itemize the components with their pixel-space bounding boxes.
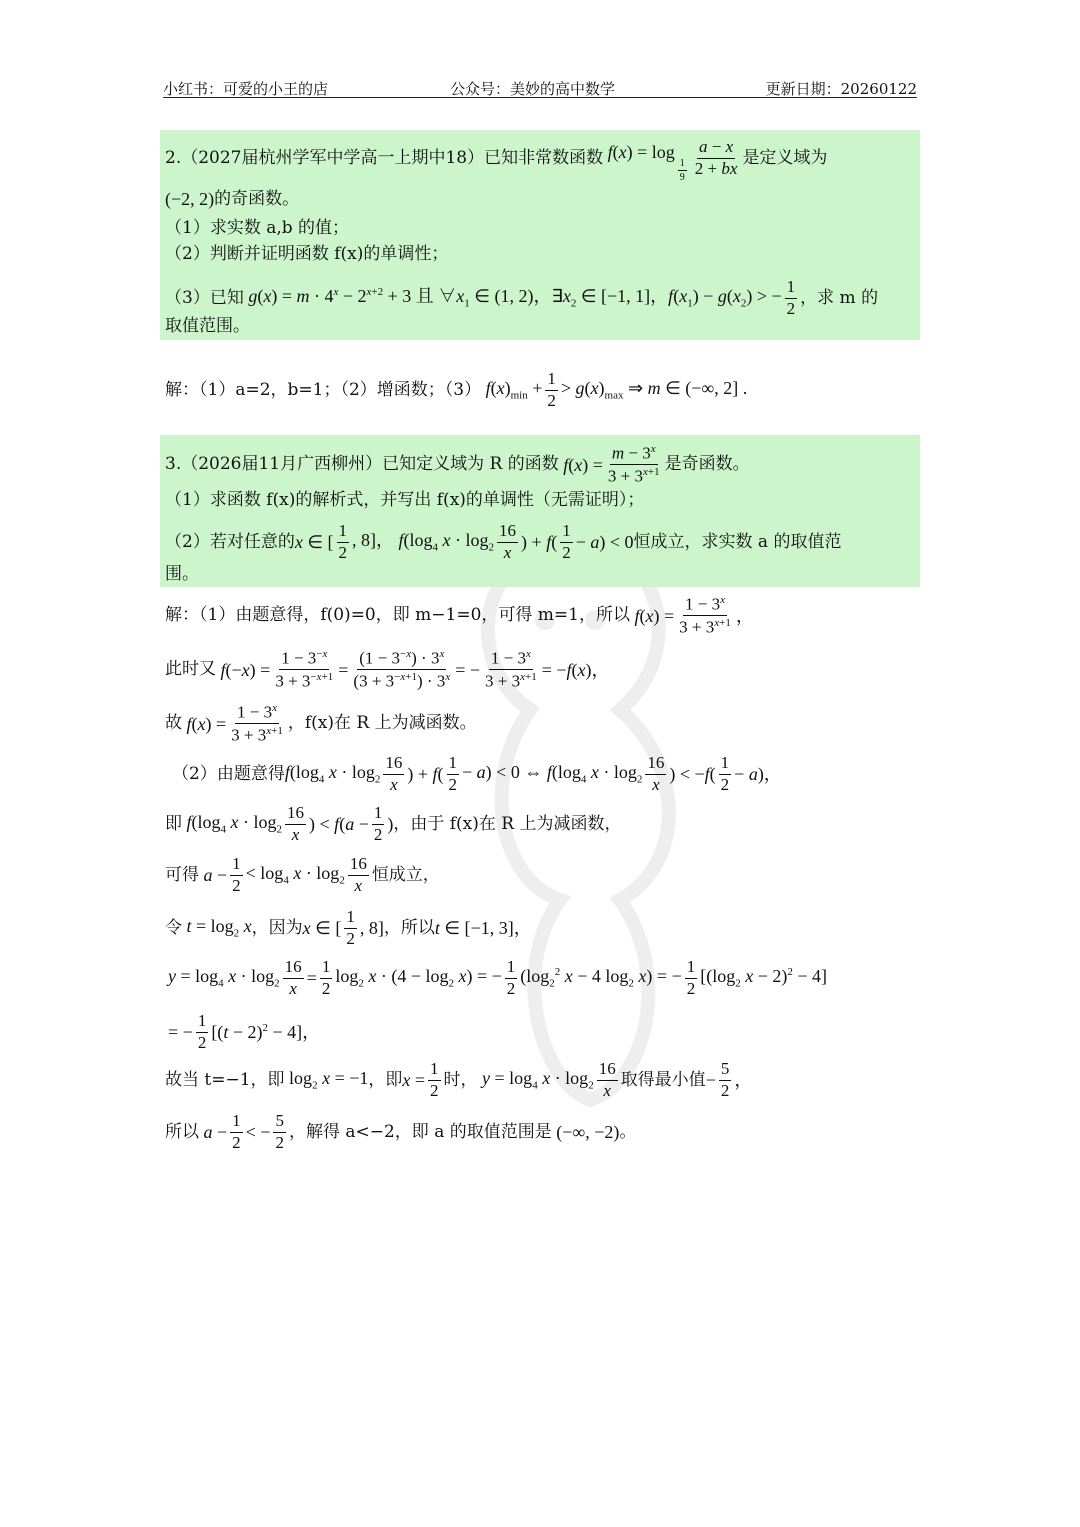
s3-l2-frac3: $\frac{1 - 3^x}{3 + 3^{x+1}}$ [485, 648, 537, 691]
s3-l8-16x: $\frac{16}{x}$ [284, 957, 302, 998]
s3-l11-52: $\frac{5}{2}$ [275, 1111, 284, 1152]
s3-l5-text: 即 [165, 813, 182, 834]
s3-line-9 [168, 1012, 320, 1052]
s3-l4-f5: − a)， [734, 764, 782, 785]
page-header [163, 78, 917, 98]
s3-l10-m1: $\log_2 x = -1$ [284, 1067, 369, 1092]
p2-title-b: 是定义域为 [742, 147, 828, 168]
s3-l11-text-c: 。 [619, 1121, 637, 1142]
p3-title-line [165, 443, 750, 487]
s3-l4-16x: $\frac{16}{x}$ [385, 753, 403, 794]
s3-l11-text-b: ，解得 a<−2，即 a 的取值范围是 [288, 1121, 552, 1142]
s3-l3-frac: $\frac{1 - 3^x}{3 + 3^{x+1}}$ [231, 702, 283, 745]
s3-l8-half2: $\frac{1}{2}$ [506, 957, 516, 998]
s3-l6-f1: a − [203, 865, 228, 886]
p2-q2: （2）判断并证明函数 f(x)的单调性； [165, 244, 449, 264]
p3-q2-line [165, 522, 841, 562]
p3-q2-half: $\frac{1}{2}$ [338, 521, 348, 562]
s3-l4-f3: − a) < 0 ⇔ $f(\log_4$ $x \cdot \log_2$ [462, 761, 643, 786]
s3-l7-t: $t = \log_2 x$ [186, 915, 252, 940]
p2-q1: （1）求实数 a,b 的值； [165, 218, 350, 238]
p3-q2-g: ) + f( [521, 532, 558, 553]
s3-l8-d: [($\log_2$ x − 2)$^2$ − 4] [700, 965, 828, 990]
s3-l3-fx: f(x) = [186, 713, 227, 734]
s3-l10-m2: x = [402, 1070, 426, 1091]
s3-l4-text: （2）由题意得 [172, 763, 285, 784]
s2-half: $\frac{1}{2}$ [547, 369, 556, 410]
s3-l6-text: 可得 [165, 864, 199, 885]
p2-q3-b: ，求 m 的 [800, 287, 879, 308]
p3-q2-16x: $\frac{16}{x}$ [499, 521, 517, 562]
s3-l1-frac: $\frac{1 - 3^x}{3 + 3^{x+1}}$ [679, 594, 731, 637]
s2-formula-b: > $g(x)_{max}$ ⇒ m ∈ (−∞, 2] . [560, 377, 748, 402]
s3-l4-half: $\frac{1}{2}$ [448, 753, 458, 794]
s3-l11-half: $\frac{1}{2}$ [232, 1111, 241, 1152]
s3-l3-text: 故 [165, 713, 182, 734]
s3-l10-text-d: 取得最小值 [620, 1069, 706, 1090]
s3-l6-f2: < $\log_4 x \cdot \log_2$ [245, 862, 345, 887]
s3-line-4 [172, 754, 782, 794]
s3-line-7 [165, 908, 532, 948]
p2-fx: f(x) = log $_{\frac{1}{9}}$ [607, 142, 685, 183]
p3-q2-f: , 8]， $f(\log_4$ $x \cdot \log_2$ [352, 529, 495, 554]
p2-q3-a: （3）已知 [165, 287, 244, 308]
header-right: 更新日期：20260122 [765, 80, 917, 98]
p2-q3-formula: $g(x) = m \cdot 4^x - 2^{x+2} + 3$ 且 $\forall x_1$ ∈ (1, 2)，$\exists x_2$ ∈ [−1, 1]，$f(x_1) - g(x_2)$ > − [248, 285, 782, 310]
s3-l10-minus: − [705, 1070, 716, 1091]
s3-l9-a: = − [168, 1022, 193, 1043]
s3-l4-16x-b: $\frac{16}{x}$ [647, 753, 665, 794]
s3-l8-half: $\frac{1}{2}$ [321, 957, 331, 998]
p3-q2-b: 恒成立，求实数 a 的取值范 [633, 531, 842, 552]
p2-domain: (−2, 2) [165, 189, 215, 209]
s3-l11-m2: < − [245, 1122, 271, 1143]
s3-l4-f4: ) < −f( [669, 764, 716, 785]
s3-l9-b: $[(t - 2)^2 - 4]$， [211, 1022, 321, 1043]
header-center: 公众号：美妙的高中数学 [450, 80, 616, 98]
s3-l11-m1: a − [203, 1122, 228, 1143]
s3-l7-text: 令 [165, 917, 182, 938]
s3-l5-text-b: ，由于 f(x)在 R 上为减函数， [393, 813, 622, 834]
s2-text: 解：（1）a=2，b=1；（2）增函数；（3） [165, 379, 482, 400]
s3-l7-8: , 8] [359, 918, 384, 939]
s3-l5-16x: $\frac{16}{x}$ [287, 803, 305, 844]
p2-q3-c: 取值范围。 [165, 316, 250, 336]
s3-l4-f2: ) + f( [407, 764, 444, 785]
s3-l2-frac2: $\frac{(1 - 3^{-x}) \cdot 3^x}{(3 + 3^{-x+1}) \cdot 3^x}$ [353, 648, 451, 691]
s3-l9-half: $\frac{1}{2}$ [197, 1011, 207, 1052]
s3-l10-comma: ， [734, 1070, 753, 1091]
p2-q3-line [165, 278, 878, 318]
s3-l1-fx: f(x) = [634, 605, 675, 626]
s3-l8-eq: = [306, 968, 317, 989]
s3-l10-52: $\frac{5}{2}$ [720, 1059, 730, 1100]
p3-fraction: $\frac{m - 3^x}{3 + 3^{x+1}}$ [607, 443, 660, 486]
s2-line [165, 370, 747, 410]
p3-q2-h: − a) < 0 [575, 532, 634, 553]
s3-l2-eq2: = − [455, 659, 481, 680]
p3-title-a: 3.（2026届11月广西柳州）已知定义域为 R 的函数 [165, 454, 559, 475]
s3-l6-half: $\frac{1}{2}$ [232, 854, 241, 895]
p2-domain-text: 的奇函数。 [214, 188, 300, 209]
s3-l2-end: = −f(x)， [541, 659, 610, 680]
p2-title-a: 2.（2027届杭州学军中学高一上期中18）已知非常数函数 [165, 147, 604, 168]
s3-l1-text: 解：（1）由题意得，f(0)=0，即 m−1=0，可得 m=1，所以 [165, 605, 630, 626]
s2-formula-a: $f(x)_{min}$ + [485, 377, 543, 402]
p3-q1: （1）求函数 f(x)的解析式，并写出 f(x)的单调性（无需证明）； [165, 490, 645, 510]
s3-l7-text-b: ，因为 [251, 917, 303, 938]
s3-l8-b: $\log_2 x \cdot (4 - \log_2 x)$ = − [335, 965, 502, 990]
s3-l4-half-b: $\frac{1}{2}$ [720, 753, 730, 794]
s3-line-3 [165, 702, 477, 746]
s3-l5-f3: ) [387, 814, 394, 835]
s3-l11-m3: (−∞, −2) [551, 1122, 620, 1143]
s3-l10-text-c: 时， [443, 1069, 478, 1090]
p3-title-b: 是奇函数。 [664, 454, 750, 475]
s3-l2-eq1: = [338, 659, 349, 680]
s3-l10-16x: $\frac{16}{x}$ [598, 1059, 616, 1100]
s3-line-10 [165, 1060, 752, 1100]
s3-l10-half: $\frac{1}{2}$ [430, 1059, 439, 1100]
s3-l8-c: ($\log_2^2$ x − 4 $\log_2 x$) = − [520, 965, 682, 990]
s3-l2-frac1: $\frac{1 - 3^{-x}}{3 + 3^{-x+1}}$ [275, 648, 334, 691]
s3-l8-y: $y = \log_4 x \cdot \log_2$ [168, 965, 280, 990]
s3-l7-half: $\frac{1}{2}$ [346, 907, 355, 948]
header-left: 小红书：可爱的小王的店 [163, 80, 329, 98]
s3-line-5 [165, 804, 622, 844]
s3-l10-text: 故当 t=−1，即 [165, 1069, 285, 1090]
p2-title-line [165, 137, 828, 183]
s3-line-8 [168, 958, 827, 998]
s3-line-1 [165, 594, 754, 638]
s3-l5-half: $\frac{1}{2}$ [373, 803, 383, 844]
s3-l5-f2: ) < f(a − [309, 814, 369, 835]
s3-l8-half3: $\frac{1}{2}$ [686, 957, 696, 998]
s3-l11-text: 所以 [165, 1121, 199, 1142]
s3-l4-f1: $f(\log_4$ $x \cdot \log_2$ [284, 761, 381, 786]
s3-l6-16x: $\frac{16}{x}$ [349, 854, 367, 895]
p3-q2-c: 围。 [165, 564, 199, 584]
s3-l2-text: 此时又 [165, 659, 216, 680]
s3-l7-x: x ∈ [ [302, 918, 342, 939]
p2-fraction: $\frac{a - x}{2 + bx}$ [694, 137, 738, 178]
s3-l7-tr: t ∈ [−1, 3]， [434, 918, 532, 939]
s3-l10-text-b: ，即 [368, 1069, 403, 1090]
p3-q2-x: x ∈ [ [294, 532, 334, 553]
p3-q2-a: （2）若对任意的 [165, 531, 295, 552]
s3-l3-text-b: ，f(x)在 R 上为减函数。 [287, 713, 477, 734]
p3-fx: f(x) = [563, 454, 603, 475]
s3-l1-comma: ， [735, 605, 754, 626]
s3-l10-m3: $y = \log_4 x \cdot \log_2$ [482, 1067, 594, 1092]
s3-l2-f: f(−x) = [220, 659, 271, 680]
s3-l5-f1: $f(\log_4$ $x \cdot \log_2$ [186, 811, 283, 836]
p3-q2-half2: $\frac{1}{2}$ [562, 521, 571, 562]
p2-domain-line [165, 190, 299, 208]
s3-line-11 [165, 1112, 636, 1152]
s3-line-6 [165, 855, 440, 895]
p2-half: $\frac{1}{2}$ [786, 277, 796, 318]
s3-line-2 [165, 648, 610, 692]
s3-l7-text-c: ，所以 [383, 917, 435, 938]
s3-l6-text-b: 恒成立， [371, 864, 440, 885]
